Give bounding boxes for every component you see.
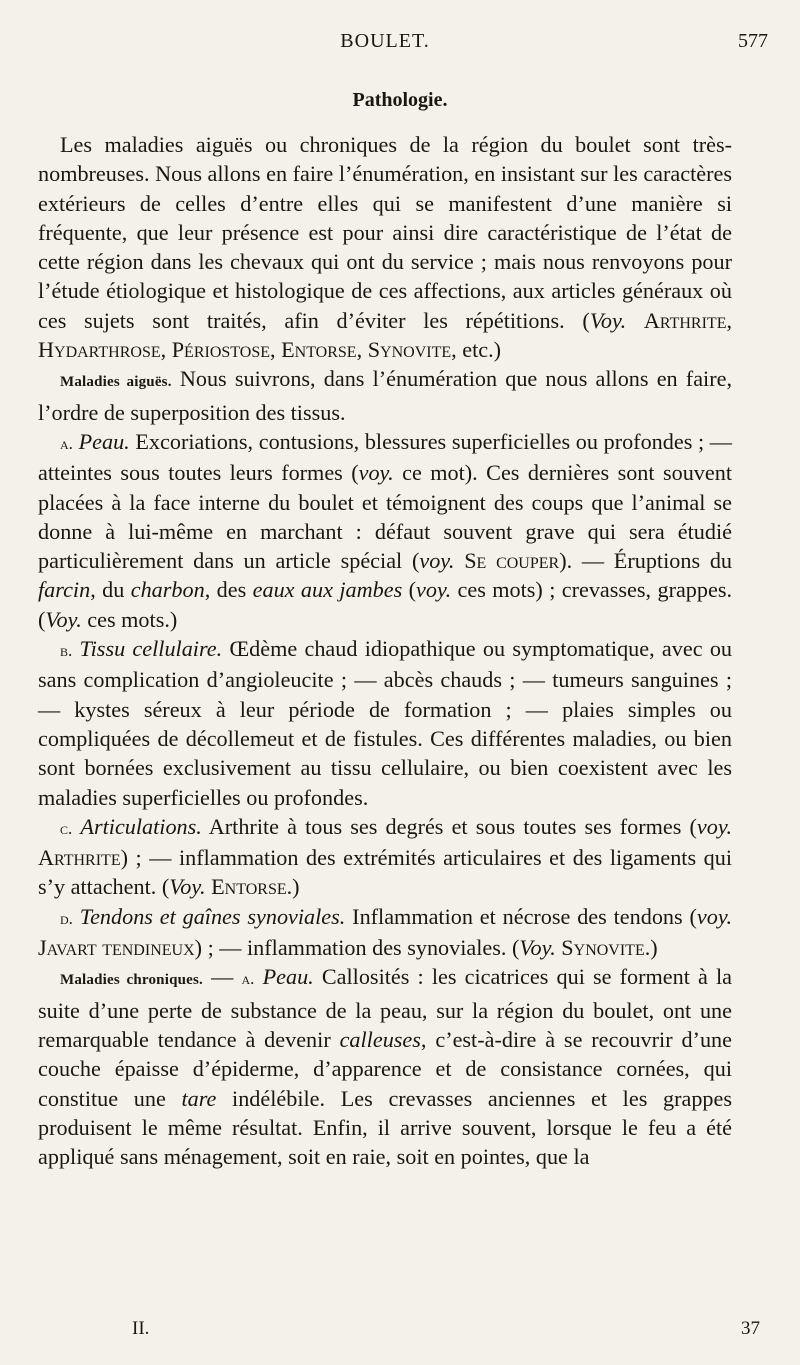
text-run: ). — Éruptions du: [559, 548, 733, 574]
item-letter: a.: [60, 433, 73, 453]
paragraph: [38, 364, 732, 427]
italic-text: voy.: [419, 548, 455, 574]
text-run: ce mot). Ces dernières sont souvent placées à la face interne du boulet et témoignent des coups que l’animal se donne à lui-même en marchant : défaut souvent grave qui sera étudié particulièrement dans un article spécial (: [38, 460, 732, 574]
italic-text: Peau.: [78, 428, 130, 454]
paragraph: [38, 812, 732, 902]
italic-text: Peau.: [262, 964, 314, 990]
text-run: , des: [204, 577, 253, 603]
italic-text: Articulations.: [80, 813, 202, 839]
text-run: ces mots) ; crevasses, grappes. (: [38, 577, 733, 632]
italic-text: Voy.: [45, 606, 82, 632]
italic-text: Tissu cellulaire.: [79, 636, 223, 662]
text-run: Œdème chaud idiopathique ou symptomatique, avec ou sans complication d’angioleucite ; — abcès chauds ; — tumeurs sanguines ; — kystes séreux à leur période de formation ; — plaies simples ou compliquées de décollemeut et de fistules. Ces différentes maladies, ou bien sont bornées exclusivement au tissu cellulaire, ou bien coexistent avec les maladies superficielles ou profondes.: [38, 636, 733, 810]
text-run: Arthrite à tous ses degrés et sous toutes ses formes (: [201, 813, 697, 839]
text-run: [72, 636, 79, 661]
small-caps-reference: Arthrite: [38, 845, 121, 871]
text-run: ): [292, 874, 300, 900]
text-run: Les maladies aiguës ou chroniques de la région du boulet sont très-nombreuses. Nous allons en faire l’énumération, en insistant sur les caractères extérieurs de celles d’entre elles qui se manifestent d’une manière si fréquente, que leur présence est pour ainsi dire caractéristique de l’état de cette région dans les chevaux qui ont du service ; mais nous renvoyons pour l’étude étiologique et histologique de ces affections, aux articles généraux où ces sujets sont traités, afin d’éviter les répétitions. (: [38, 132, 732, 333]
small-caps-reference: Périostose: [171, 337, 270, 363]
text-run: (: [402, 577, 416, 603]
paragraph: [38, 130, 732, 364]
item-letter: b.: [60, 641, 73, 661]
italic-text: Voy.: [519, 935, 556, 961]
text-run: —: [203, 964, 242, 990]
text-run: ) ; — inflammation des extrémités articulaires et des ligaments qui s’y attachent. (: [38, 845, 732, 900]
text-run: ) ; — inflammation des synoviales. (: [194, 935, 520, 961]
paragraph: [38, 634, 732, 812]
paragraph: [38, 962, 732, 1171]
text-run: ces mots.): [81, 606, 178, 632]
text-run: ): [650, 935, 658, 961]
text-run: Callosités : les cicatrices qui se forment à la suite d’une perte de substance de la peau, sur la région du boulet, ont une remarquable tendance à devenir: [38, 964, 733, 1052]
italic-text: eaux aux jambes: [252, 577, 403, 603]
body-text: [38, 130, 732, 1171]
text-run: [454, 548, 464, 573]
italic-text: calleuses: [339, 1026, 421, 1052]
page-number: 577: [738, 30, 768, 52]
paragraph: [38, 902, 732, 963]
section-label: Maladies chroniques.: [60, 972, 204, 989]
text-run: ,: [270, 337, 282, 363]
text-run: Excoriations, contusions, blessures superficielles ou profondes ; — atteintes sous toutes leurs formes (: [38, 428, 732, 486]
italic-text: Voy.: [589, 307, 627, 333]
text-run: indélébile. Les crevasses anciennes et les grappes produisent le même résultat. Enfin, il arrive souvent, lorsque le feu a été appliqué sans ménagement, soit en raie, soit en pointes, que la: [38, 1085, 732, 1170]
text-run: [254, 964, 262, 989]
italic-text: voy.: [358, 460, 394, 486]
small-caps-reference: Javart tendineux: [38, 935, 195, 961]
running-head: [38, 30, 768, 60]
item-letter: c.: [60, 818, 73, 838]
italic-text: farcin: [38, 577, 91, 603]
text-run: [626, 308, 644, 333]
text-run: ,: [356, 337, 368, 363]
italic-text: voy.: [416, 577, 452, 603]
italic-text: voy.: [696, 813, 733, 839]
running-title: BOULET.: [340, 30, 430, 52]
italic-text: Tendons et gaînes synoviales.: [79, 903, 346, 929]
italic-text: tare: [181, 1085, 217, 1111]
small-caps-reference: Entorse.: [211, 874, 293, 900]
item-letter: d.: [60, 908, 73, 928]
small-caps-reference: Se couper: [464, 548, 560, 574]
signature-mark: 37: [741, 1318, 760, 1339]
italic-text: charbon: [130, 577, 205, 603]
text-run: Inflammation et nécrose des tendons (: [345, 903, 697, 929]
text-run: , etc.): [451, 337, 502, 363]
text-run: Nous suivrons, dans l’énumération que nous allons en faire, l’ordre de superposition des tissus.: [38, 366, 732, 425]
section-label: Maladies aiguës.: [60, 374, 172, 391]
small-caps-reference: Hydarthrose: [38, 337, 161, 363]
section-title: Pathologie.: [352, 89, 448, 111]
text-run: [73, 904, 80, 929]
small-caps-reference: Arthrite: [643, 307, 727, 333]
small-caps-reference: Synovite: [367, 337, 452, 363]
text-run: , du: [90, 577, 131, 603]
item-letter: a.: [241, 969, 255, 989]
page-footer: [38, 1318, 760, 1348]
text-run: ,: [726, 307, 733, 333]
small-caps-reference: Entorse: [281, 337, 357, 363]
italic-text: voy.: [696, 903, 732, 929]
signature-number: II.: [132, 1318, 150, 1339]
text-run: , c’est-à-dire à se recouvrir d’une couche épaisse d’épiderme, d’apparence et de consistance cornées, qui constitue une: [38, 1026, 732, 1111]
italic-text: Voy.: [169, 874, 206, 900]
text-run: ,: [160, 337, 172, 363]
paragraph: [38, 427, 732, 634]
small-caps-reference: Synovite.: [561, 935, 651, 961]
